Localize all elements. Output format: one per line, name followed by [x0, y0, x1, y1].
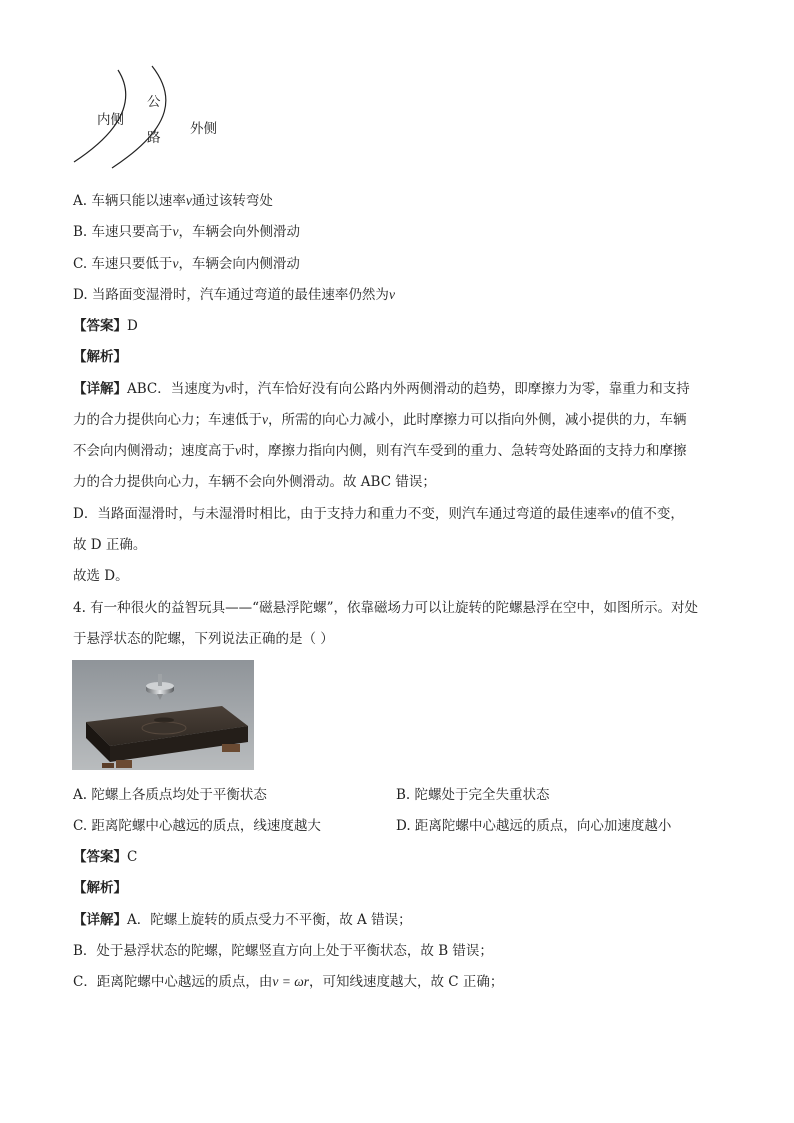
q3-detail-line-5: D．当路面湿滑时，与未湿滑时相比，由于支持力和重力不变，则汽车通过弯道的最佳速率v的值不变，: [73, 506, 684, 522]
q4-option-c: C. 距离陀螺中心越远的质点，线速度越大: [73, 818, 321, 834]
q3-detail-line-2: 力的合力提供向心力；车速低于v，所需的向心力减小，此时摩擦力可以指向外侧，减小提供的力，车辆: [73, 412, 687, 428]
q4-stem-line-2: 于悬浮状态的陀螺，下列说法正确的是（ ）: [73, 631, 334, 647]
q3-detail-line-4: 力的合力提供向心力，车辆不会向外侧滑动。故 ABC 错误；: [73, 474, 436, 490]
q4-stem-line-1: 4. 有一种很火的益智玩具——“磁悬浮陀螺”，依靠磁场力可以让旋转的陀螺悬浮在空中，如图所示。对处: [73, 600, 698, 616]
q3-option-c: C. 车速只要低于v，车辆会向内侧滑动: [73, 256, 300, 272]
q3-detail-line-3: 不会向内侧滑动；速度高于v时，摩擦力指向内侧，则有汽车受到的重力、急转弯处路面的支持力和摩擦: [73, 443, 687, 459]
q4-detail-line-1: 【详解】A．陀螺上旋转的质点受力不平衡，故 A 错误；: [73, 912, 412, 928]
q4-option-a: A. 陀螺上各质点均处于平衡状态: [73, 787, 267, 803]
q4-detail-line-2: B．处于悬浮状态的陀螺，陀螺竖直方向上处于平衡状态，故 B 错误；: [73, 943, 493, 959]
levitating-top-photo: [72, 660, 254, 770]
q3-option-d: D. 当路面变湿滑时，汽车通过弯道的最佳速率仍然为v: [73, 287, 395, 303]
q3-conclusion: 故选 D。: [73, 568, 129, 584]
q4-option-d: D. 距离陀螺中心越远的质点，向心加速度越小: [396, 818, 672, 834]
q3-analysis-heading: 【解析】: [73, 349, 127, 365]
q4-detail-line-3: C．距离陀螺中心越远的质点，由v = ωr，可知线速度越大，故 C 正确；: [73, 974, 504, 990]
q4-analysis-heading: 【解析】: [73, 880, 127, 896]
q3-answer: 【答案】D: [73, 318, 138, 334]
q3-detail-line-6: 故 D 正确。: [73, 537, 147, 553]
label-road-1: 公: [147, 94, 161, 110]
q4-option-b: B. 陀螺处于完全失重状态: [396, 787, 550, 803]
q3-option-a: A. 车辆只能以速率v通过该转弯处: [73, 193, 273, 209]
q4-answer: 【答案】C: [73, 849, 138, 865]
levitating-top-illustration: [72, 660, 254, 770]
label-road-2: 路: [147, 130, 161, 146]
formula-v-omega-r: v = ωr: [272, 974, 309, 989]
label-inner: 内侧: [97, 112, 124, 128]
q3-detail-line-1: 【详解】ABC．当速度为v时，汽车恰好没有向公路内外两侧滑动的趋势，即摩擦力为零，靠重力和支持: [73, 381, 690, 397]
label-outer: 外侧: [190, 121, 217, 137]
q3-option-b: B. 车速只要高于v，车辆会向外侧滑动: [73, 224, 301, 240]
road-curve-diagram: [70, 64, 250, 174]
